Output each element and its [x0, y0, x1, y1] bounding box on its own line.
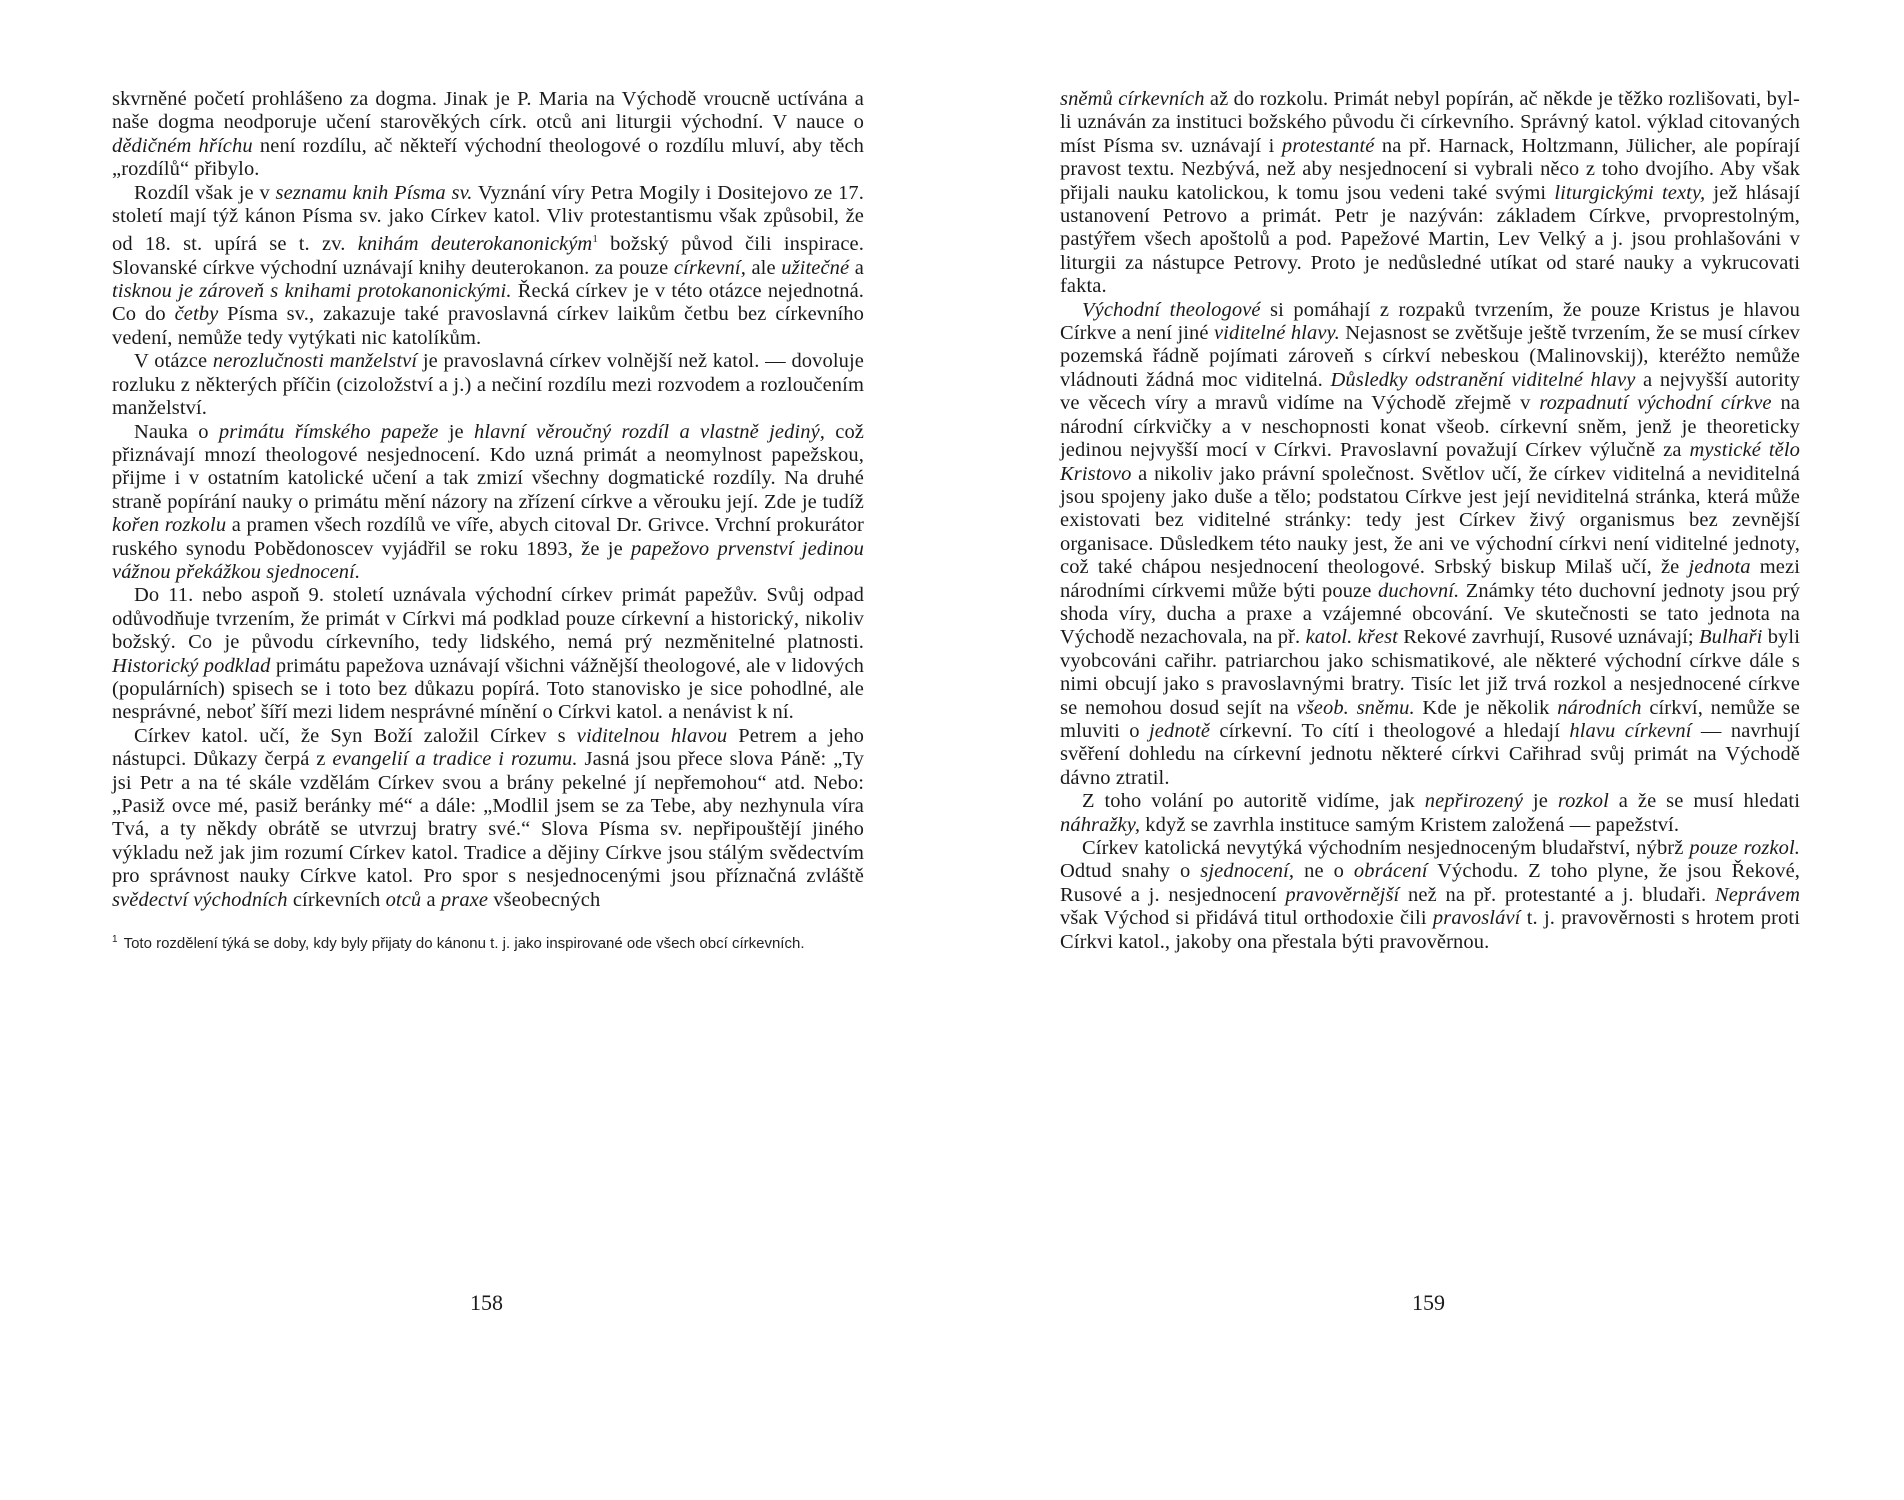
text-run: na národní církvičky a v neschopnosti konat všeob. církevní sněm, jenž je theoreticky jedinou nejvyšší mocí v Církvi. Pravoslavní považují Církev výlučně za — [1060, 392, 1801, 462]
text-run: a nejvyšší autority ve věcech víry a mravů vidíme na Východě zřejmě v — [1060, 368, 1800, 415]
text-run: Řecká církev je v této otázce nejednotná. Co do — [112, 280, 865, 326]
text-run: a — [421, 888, 441, 911]
text-run: je pravoslavná církev volnější než katol. — dovoluje rozluku z některých příčin (cizoložství a j.) a nečiní rozdílu mezi rozvodem a rozloučením manželství. — [112, 350, 864, 420]
emphasis-text: nepřirozený — [1424, 790, 1524, 813]
text-run: a že se musí hledati — [1608, 790, 1800, 813]
text-run: když se zavrhla instituce samým Kristem založená — papežství. — [1140, 813, 1680, 836]
text-run: a — [849, 256, 864, 279]
page-number-right: 159 — [1412, 1290, 1445, 1315]
emphasis-text: duchovní. — [1378, 579, 1460, 602]
text-run: jež hlásají ustanovení Petrovo a primát. Petr je nazýván: základem Církve, prvoprestolným, pastýřem všech apoštolů a pod. Papežové Martin, Lev Velký a j. jsou prohlašováni v liturgii za nástupce Petrovy. Proto je nedůsledné utíkat od staré nauky a vykrucovati fakta. — [1060, 181, 1800, 298]
text-run: na př. Harnack, Holtzmann, Jülicher, ale popírají pravost textu. Nezbývá, než aby nesjednocení si vybrali něco z toho dvojího. Aby však přijali nauku katolickou, k tomu jsou vedeni také svými — [1060, 134, 1800, 204]
paragraph — [1060, 88, 1800, 299]
emphasis-text: národních — [1557, 696, 1642, 719]
left-page — [112, 88, 864, 953]
emphasis-text: hlavu církevní — [1569, 719, 1692, 742]
text-run: je — [438, 420, 474, 443]
text-run: Církev katol. učí, že Syn Boží založil Církev s — [134, 724, 577, 747]
text-run: primátu papežova uznávají všichni vážnější theologové, ale v lidových (populárních) spisech se i toto bez důkazu popírá. Toto stanovisko je sice pohodlné, ale nesprávné, neboť šíří mezi lidem nesprávné mínění o Církvi katol. a nenávist k ní. — [112, 654, 864, 724]
text-run: Rekové zavrhují, Rusové uznávají; — [1397, 626, 1700, 649]
emphasis-text: dědičném hříchu — [112, 134, 253, 157]
text-run: a nikoliv jako právní společnost. Světlov učí, že církev viditelná a neviditelná jsou spojeny jako duše a tělo; podstatou Církve jest její neviditelná stránka, která může existovati bez viditelné stránky: tedy jest Církev živý organismus bez zevnější organisace. Důsledkem této nauky jest, že ani ve východní církvi není viditelné jednoty, což také chápou nesjednocení theologové. Srbský biskup Milaš učí, že — [1060, 462, 1800, 579]
paragraph — [1060, 837, 1800, 954]
paragraph — [112, 725, 864, 912]
emphasis-text: obrácení — [1353, 860, 1428, 883]
emphasis-text: pravosláví — [1432, 907, 1521, 930]
emphasis-text: jednotě — [1148, 719, 1211, 742]
text-run: což přiznávají mnozí theologové nesjednocení. Kdo uzná primát a neomylnost papežskou, přijme i v ostatním katolické učení a tak zmizí všechny dogmatické rozdíly. Na druhé straně popírání nauky o primátu mění názory na zřízení církve a věrouku její. Zde je tudíž — [112, 420, 865, 513]
emphasis-text: užitečné — [781, 256, 850, 279]
paragraph — [1060, 790, 1800, 837]
emphasis-text: sjednocení, — [1200, 860, 1295, 883]
emphasis-text: knihám deuterokanonickým — [357, 233, 593, 256]
emphasis-text: evangelií a tradice i rozumu. — [332, 748, 578, 771]
text-run: t. j. pravověrnosti s hrotem proti Církvi katol., jakoby ona přestala býti pravověrnou. — [1060, 907, 1800, 953]
text-run: mezi národními církvemi může býti pouze — [1060, 556, 1800, 602]
text-run: Církev katolická nevytýká východním nesjednoceným bludařství, nýbrž — [1082, 837, 1690, 859]
paragraph — [112, 350, 864, 420]
footnote-mark: 1 — [112, 934, 118, 946]
text-run: Rozdíl však je v — [134, 181, 276, 204]
emphasis-text: jednota — [1688, 556, 1751, 579]
emphasis-text: Historický podklad — [112, 654, 271, 677]
right-page — [1060, 88, 1800, 954]
text-run: Z toho volání po autoritě vidíme, jak — [1082, 790, 1425, 813]
footnote-text: Toto rozdělení týká se doby, kdy byly přijaty do kánonu t. j. jako inspirované ode všech obcí církevních. — [123, 935, 805, 953]
text-run: Známky této duchovní jednoty jsou prý shoda víry, ducha a praxe a vzájemné obcování. Ve skutečnosti se tato jednota na Východě nezachovala, na př. — [1060, 579, 1800, 649]
emphasis-text: seznamu knih Písma sv. — [275, 181, 473, 204]
text-run: církevních — [287, 888, 386, 911]
emphasis-text: Důsledky odstranění viditelné hlavy — [1330, 368, 1636, 391]
emphasis-text: kořen rozkolu — [112, 514, 227, 537]
emphasis-text: sněmů církevních — [1060, 88, 1205, 110]
paragraph — [112, 421, 864, 585]
text-run: Kde je několik — [1414, 696, 1558, 719]
emphasis-text: nerozlučnosti manželství — [212, 350, 418, 373]
text-run: Východu. Z toho plyne, že jsou Řekové, Rusové a j. nesjednocení — [1060, 860, 1801, 906]
emphasis-text: rozkol — [1557, 790, 1609, 813]
paragraph — [1060, 299, 1800, 791]
text-run: Nauka o — [134, 420, 219, 443]
emphasis-text: Východní theologové — [1082, 298, 1261, 321]
footnote-reference: 1 — [592, 233, 598, 246]
text-run: Vyznání víry Petra Mogily i Dositejovo ze 17. století mají týž kánon Písma sv. jako Církev katol. Vliv protestantismu však způsobil, že od 18. st. upírá se t. zv. — [112, 181, 865, 256]
text-run: byli vyobcováni cařihr. patriarchou jako schismatikové, ale některé východní církve dále s nimi obcují jako s pravoslavnými bratry. Tisíc let již trvá rozkol a nesjednocené církve se nemohou dosud sejít na — [1060, 626, 1800, 719]
emphasis-text: primátu římského papeže — [218, 420, 439, 443]
emphasis-text: katol. křest — [1305, 626, 1398, 649]
footnote — [112, 930, 864, 953]
emphasis-text: liturgickými texty, — [1554, 181, 1706, 204]
text-run: než na př. protestanté a j. bludaři. — [1399, 883, 1715, 906]
emphasis-text: pravověrnější — [1285, 883, 1400, 906]
emphasis-text: viditelné hlavy. — [1213, 322, 1340, 345]
text-run: — navrhují svěření dohledu na církevní jednotu některé církvi Cařihrad svůj primát na Východě dávno ztratil. — [1060, 719, 1800, 789]
page-number-left: 158 — [470, 1290, 503, 1315]
right-page-body — [1060, 88, 1800, 954]
text-run: V otázce — [134, 350, 213, 373]
emphasis-text: církevní, — [673, 256, 746, 279]
emphasis-text: mystické tělo Kristovo — [1060, 439, 1801, 485]
text-run: však Východ si přidává titul orthodoxie čili — [1060, 907, 1433, 930]
emphasis-text: náhražky, — [1060, 813, 1141, 836]
text-run: není rozdílu, ač někteří východní theologové o rozdílu mluví, aby těch „rozdílů“ přibylo. — [112, 134, 864, 181]
text-run: Písma sv., zakazuje také pravoslavná církev laikům četbu bez církevního vedení, nemůže tedy vytýkati nic katolíkům. — [112, 303, 864, 349]
text-run: ne o — [1294, 860, 1354, 883]
text-run: skvrněné početí prohlášeno za dogma. Jinak je P. Maria na Východě vroucně uctívána a naše dogma neodporuje učení starověkých círk. otců ani liturgii východní. V nauce o — [112, 88, 864, 134]
emphasis-text: papežovo prvenství jedinou vážnou překážkou sjednocení. — [112, 537, 864, 583]
emphasis-text: svědectví východních — [112, 888, 288, 911]
text-run: je — [1523, 790, 1558, 813]
text-run: Petrem a jeho nástupci. Důkazy čerpá z — [112, 724, 864, 771]
text-run: církví, nemůže se mluviti o — [1060, 696, 1800, 742]
text-run: Nejasnost se zvětšuje ještě tvrzením, že se musí církev pozemská řádně pojímati zároveň s církví nebeskou (Malinovskij), kteréžto nemůže vládnouti žádná moc viditelná. — [1060, 322, 1800, 391]
text-run: církevní. To cítí i theologové a hledají — [1210, 719, 1570, 742]
paragraph — [112, 584, 864, 724]
text-run: a pramen všech rozdílů ve víře, abych citoval Dr. Grivce. Vrchní prokurátor ruského synodu Pobědonoscev vyjádřil se roku 1893, že je — [112, 514, 864, 560]
emphasis-text: otců — [385, 888, 422, 911]
emphasis-text: četby — [174, 303, 219, 326]
text-run: si pomáhají z rozpaků tvrzením, že pouze Kristus je hlavou Církve a není jiné — [1060, 298, 1800, 345]
text-run: božský původ čili inspirace. Slovanské církve východní uznávají knihy deuterokanon. za pouze — [112, 233, 864, 279]
paragraph — [112, 182, 864, 351]
text-run: Odtud snahy o — [1060, 860, 1201, 883]
emphasis-text: všeob. sněmu. — [1296, 696, 1415, 719]
text-run: Do 11. nebo aspoň 9. století uznávala východní církev primát papežův. Svůj odpad odůvodňuje tvrzením, že primát v Církvi má podklad pouze církevní a historický, nikoliv božský. Co je původu církevního, tedy lidského, nemá prý nezměnitelné platnosti. — [112, 584, 864, 654]
emphasis-text: Bulhaři — [1699, 626, 1763, 649]
emphasis-text: viditelnou hlavou — [576, 724, 728, 747]
text-run: všeobecných — [488, 888, 601, 911]
text-run: Jasná jsou přece slova Páně: „Ty jsi Petr a na té skále vzdělám Církev svou a brány pekelné jí nepřemohou“ atd. Nebo: „Pasiž ovce mé, pasiž beránky mé“ a dále: „Modlil jsem se za Tebe, aby nezhynula víra Tvá, a ty někdy obrátě se utvrzuj bratry své.“ Slova Písma sv. nepřipouštějí jiného výkladu než jak jim rozumí Církev katol. Tradice a dějiny Církve jsou stálým svědectvím pro správnost nauky Církve katol. Pro spor s nesjednocenými jsou příznačná zvláště — [112, 748, 864, 888]
paragraph — [112, 88, 864, 182]
emphasis-text: hlavní věroučný rozdíl a vlastně jediný, — [474, 420, 825, 443]
emphasis-text: pouze rozkol. — [1689, 837, 1800, 859]
text-run: ale — [745, 256, 782, 279]
emphasis-text: rozpadnutí východní církve — [1539, 392, 1772, 415]
text-run: až do rozkolu. Primát nebyl popírán, ač někde je těžko rozlišovati, byl-li uznáván za instituci božského původu či církevního. Správný katol. výklad citovaných míst Písma sv. uznávají i — [1060, 88, 1800, 157]
emphasis-text: praxe — [440, 888, 489, 911]
left-page-body — [112, 88, 864, 912]
emphasis-text: Neprávem — [1714, 883, 1800, 906]
emphasis-text: protestanté — [1281, 134, 1375, 157]
emphasis-text: tisknou je zároveň s knihami protokanonickými. — [112, 280, 512, 303]
